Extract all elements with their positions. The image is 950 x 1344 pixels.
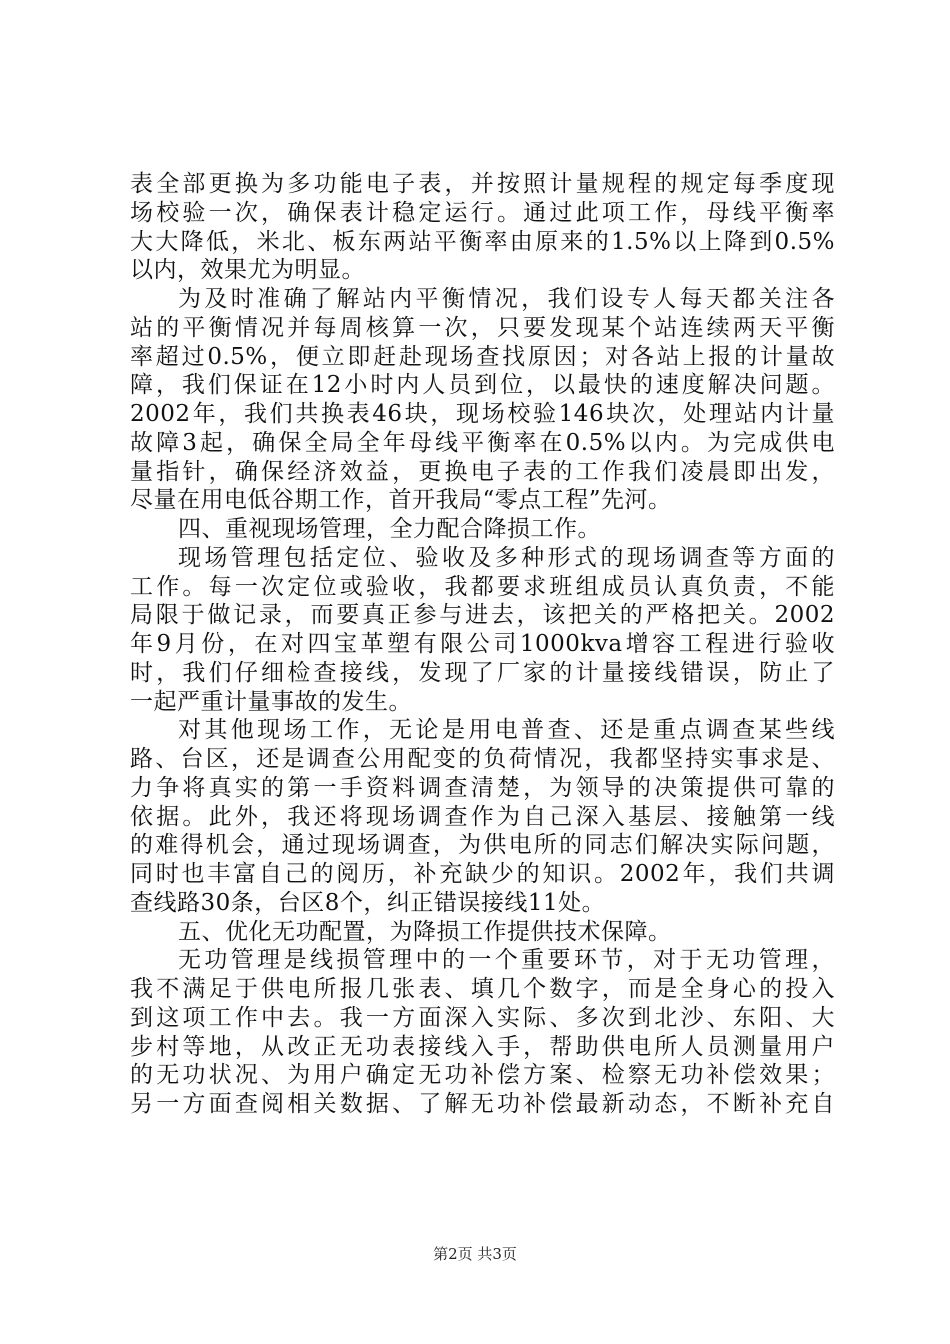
text-line: 四、重视现场管理，全力配合降损工作。 — [178, 516, 601, 542]
text-line: 为及时准确了解站内平衡情况，我们设专人每天都关注各 — [178, 286, 835, 312]
text-line: 的难得机会，通过现场调查，为供电所的同志们解决实际问题， — [130, 832, 835, 859]
text-line: 五、优化无功配置，为降损工作提供技术保障。 — [178, 918, 672, 945]
text-line: 对其他现场工作，无论是用电普查、还是重点调查某些线 — [178, 717, 835, 744]
text-line: 同时也丰富自己的阅历，补充缺少的知识。2002年，我们共调 — [130, 861, 835, 887]
text-line: 我不满足于供电所报几张表、填几个数字，而是全身心的投入 — [130, 976, 835, 1002]
text-line: 时，我们仔细检查接线，发现了厂家的计量接线错误，防止了 — [130, 659, 835, 686]
text-line: 局限于做记录，而要真正参与进去，该把关的严格把关。2002 — [130, 602, 835, 629]
text-line: 依据。此外，我还将现场调查作为自己深入基层、接触第一线 — [130, 803, 835, 830]
text-line: 表全部更换为多功能电子表，并按照计量规程的规定每季度现 — [130, 171, 835, 197]
text-line: 现场管理包括定位、验收及多种形式的现场调查等方面的 — [178, 544, 835, 571]
document-body — [130, 170, 835, 1119]
text-line: 力争将真实的第一手资料调查清楚，为领导的决策提供可靠的 — [130, 774, 835, 801]
text-line: 大大降低，米北、板东两站平衡率由原来的1.5%以上降到0.5% — [130, 228, 835, 255]
page-footer: 第2页 共3页 — [433, 1245, 517, 1263]
text-line: 一起严重计量事故的发生。 — [130, 688, 412, 715]
text-line: 无功管理是线损管理中的一个重要环节，对于无功管理， — [178, 947, 835, 974]
text-line: 工作。每一次定位或验收，我都要求班组成员认真负责，不能 — [130, 573, 835, 600]
text-line: 以内，效果尤为明显。 — [130, 257, 365, 284]
text-line: 的无功状况、为用户确定无功补偿方案、检察无功补偿效果； — [130, 1062, 835, 1089]
text-line: 障，我们保证在12小时内人员到位，以最快的速度解决问题。 — [130, 372, 835, 399]
text-line: 尽量在用电低谷期工作，首开我局“零点工程”先河。 — [130, 487, 672, 514]
text-line: 场校验一次，确保表计稳定运行。通过此项工作，母线平衡率 — [130, 199, 835, 226]
text-line: 年9月份，在对四宝革塑有限公司1000kva增容工程进行验收 — [130, 631, 835, 657]
text-line: 2002年，我们共换表46块，现场校验146块次，处理站内计量 — [130, 401, 835, 427]
text-line: 步村等地，从改正无功表接线入手，帮助供电所人员测量用户 — [130, 1033, 835, 1060]
text-line: 站的平衡情况并每周核算一次，只要发现某个站连续两天平衡 — [130, 314, 835, 341]
text-line: 路、台区，还是调查公用配变的负荷情况，我都坚持实事求是、 — [130, 746, 835, 772]
text-line: 量指针，确保经济效益，更换电子表的工作我们凌晨即出发， — [130, 458, 835, 485]
text-line: 查线路30条，台区8个，纠正错误接线11处。 — [130, 889, 606, 916]
text-line: 率超过0.5%，便立即赶赴现场查找原因；对各站上报的计量故 — [130, 343, 835, 370]
text-line: 到这项工作中去。我一方面深入实际、多次到北沙、东阳、大 — [130, 1004, 835, 1031]
text-line: 故障3起，确保全局全年母线平衡率在0.5%以内。为完成供电 — [130, 429, 835, 456]
text-line: 另一方面查阅相关数据、了解无功补偿最新动态，不断补充自 — [130, 1091, 835, 1117]
